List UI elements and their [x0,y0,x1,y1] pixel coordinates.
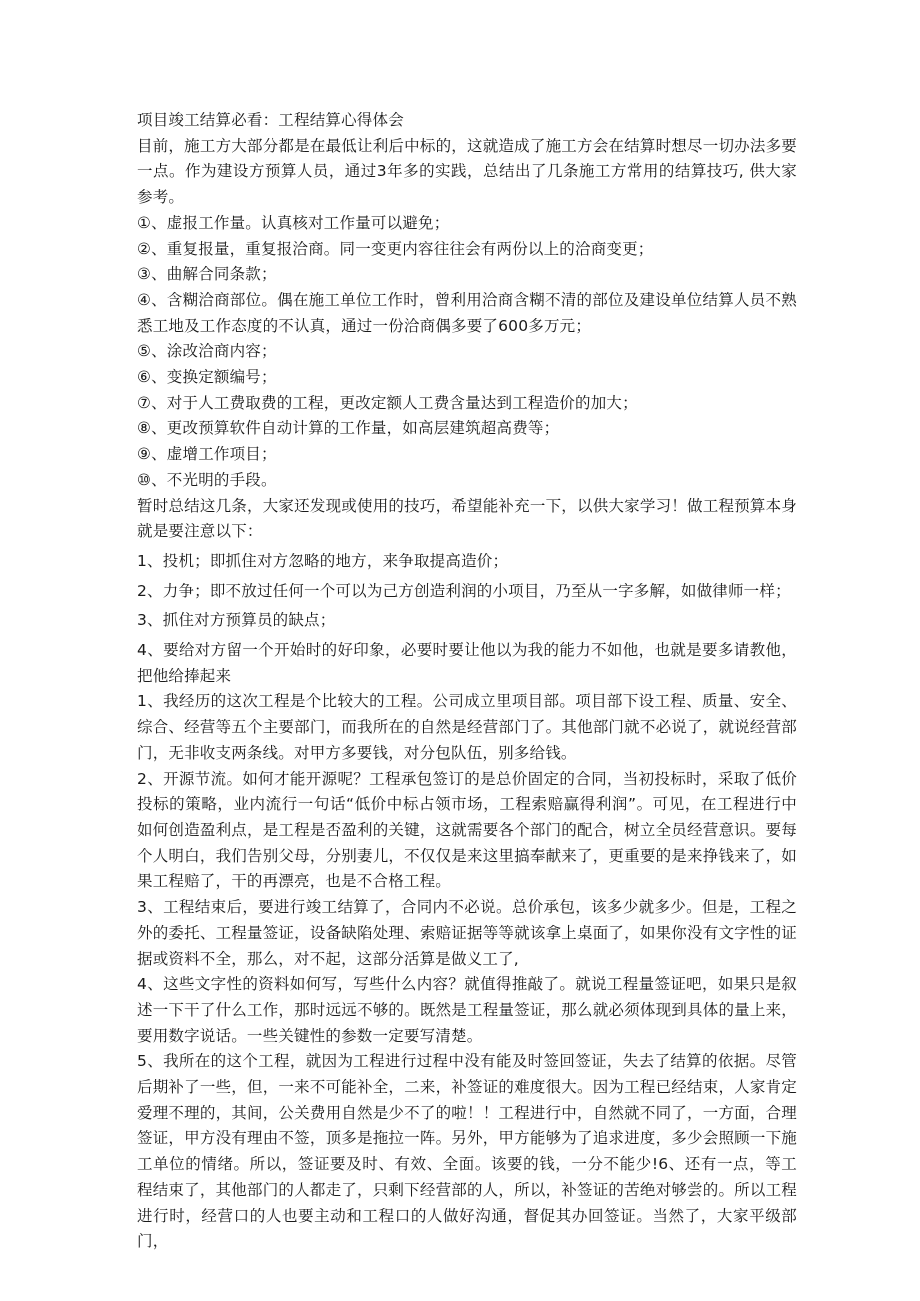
summary-paragraph: 暂时总结这几条，大家还发现或使用的技巧，希望能补充一下，以供大家学习！做工程预算本身就是要注意以下： [137,496,797,541]
trick-item: ⑨、虚增工作项目； [137,445,277,464]
trick-item: ⑦、对于人工费取费的工程，更改定额人工费含量达到工程造价的加大； [137,393,638,412]
experience-paragraph: 2、开源节流。如何才能开源呢？工程承包签订的是总价固定的合同，当初投标时，采取了低价投标的策略，业内流行一句话“低价中标占领市场，工程索赔赢得利润”。可见，在工程进行中如何创造盈利点，是工程是否盈利的关键，这就需要各个部门的配合，树立全员经营意识。要每个人明白，我们告别父母，分别妻儿，不仅仅是来这里搞奉献来了，更重要的是来挣钱来了，如果工程赔了，干的再漂亮，也是不合格工程。 [137,769,797,891]
note-item: 1、投机；即抓住对方忽略的地方，来争取提高造价； [137,551,509,570]
trick-item: ③、曲解合同条款； [137,265,277,284]
trick-item: ①、虚报工作量。认真核对工作量可以避免； [137,213,450,232]
document-page [137,108,797,1255]
trick-item: ⑧、更改预算软件自动计算的工作量，如高层建筑超高费等； [137,419,560,438]
note-item: 4、要给对方留一个开始时的好印象，必要时要让他以为我的能力不如他，也就是要多请教他，把他给捧起来 [137,641,797,685]
note-item: 3、抓住对方预算员的缺点； [137,611,336,630]
trick-item: ④、含糊洽商部位。偶在施工单位工作时，曾利用洽商含糊不清的部位及建设单位结算人员不熟悉工地及工作态度的不认真，通过一份洽商偶多要了600多万元； [137,290,797,335]
experience-paragraph: 1、我经历的这次工程是个比较大的工程。公司成立里项目部。项目部下设工程、质量、安全、综合、经营等五个主要部门，而我所在的自然是经营部门了。其他部门就不必说了，就说经营部门，无非收支两条线。对甲方多要钱，对分包队伍，别多给钱。 [137,692,797,762]
experience-paragraph: 5、我所在的这个工程，就因为工程进行过程中没有能及时签回签证，失去了结算的依据。尽管后期补了一些，但，一来不可能补全，二来，补签证的难度很大。因为工程已经结束，人家肯定爱理不理的，其间，公关费用自然是少不了的啦！！工程进行中，自然就不同了，一方面，合理签证，甲方没有理由不签，顶多是拖拉一阵。另外，甲方能够为了追求进度，多少会照顾一下施工单位的情绪。所以，签证要及时、有效、全面。该要的钱，一分不能少!6、还有一点，等工程结束了，其他部门的人都走了，只剩下经营部的人，所以，补签证的苦绝对够尝的。所以工程进行时，经营口的人也要主动和工程口的人做好沟通，督促其办回签证。当然了，大家平级部门， [137,1052,797,1251]
trick-item: ⑩、不光明的手段。 [137,470,277,489]
intro-paragraph: 目前，施工方大部分都是在最低让利后中标的，这就造成了施工方会在结算时想尽一切办法多要一点。作为建设方预算人员，通过3年多的实践，总结出了几条施工方常用的结算技巧, 供大家参考。 [137,136,797,207]
document-title: 项目竣工结算必看：工程结算心得体会 [137,111,404,129]
experience-paragraph: 4、这些文字性的资料如何写，写些什么内容？就值得推敲了。就说工程量签证吧，如果只是叙述一下干了什么工作，那时远远不够的。既然是工程量签证，那么就必须体现到具体的量上来，要用数字说话。一些关键性的参数一定要写清楚。 [137,975,797,1045]
note-item: 2、力争；即不放过任何一个可以为己方创造利润的小项目，乃至从一字多解，如做律师一样； [137,581,791,600]
trick-item: ⑤、涂改洽商内容； [137,342,277,361]
experience-paragraph: 3、工程结束后，要进行竣工结算了，合同内不必说。总价承包，该多少就多少。但是，工程之外的委托、工程量签证，设备缺陷处理、索赔证据等等就该拿上桌面了，如果你没有文字性的证据或资料不全，那么，对不起，这部分活算是做义工了, [137,898,797,968]
trick-item: ②、重复报量，重复报洽商。同一变更内容往往会有两份以上的洽商变更； [137,239,654,258]
trick-item: ⑥、变换定额编号； [137,368,277,387]
